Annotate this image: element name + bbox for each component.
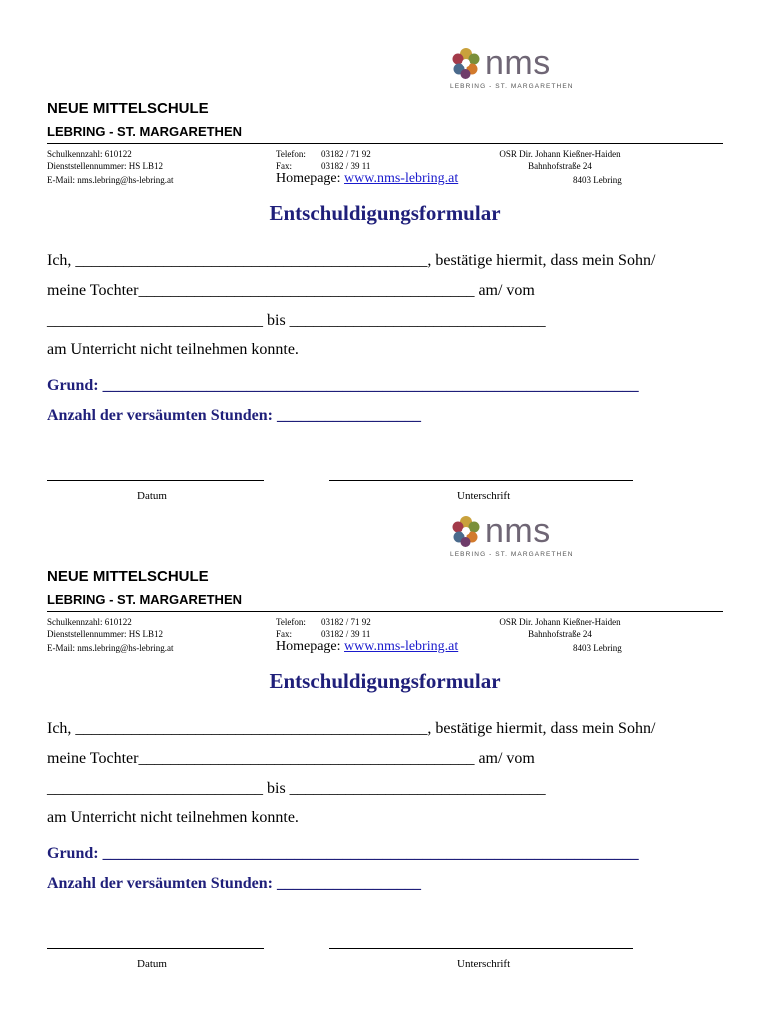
telefon-value: 03182 / 71 92 [321, 149, 371, 159]
signature-label: Unterschrift [457, 958, 511, 970]
name-line[interactable]: Ich, ____________________________________________, bestätige hiermit, dass mein Sohn/ [47, 720, 656, 737]
reason-field[interactable]: Grund: ___________________________________________________________________ [47, 845, 639, 862]
contact-labels [276, 148, 306, 172]
dienststellennummer: Dienststellennummer: HS LB12 [47, 629, 163, 639]
telefon-label: Telefon: [276, 149, 306, 159]
statement-line: am Unterricht nicht teilnehmen konnte. [47, 341, 299, 358]
homepage-label: Homepage: [276, 171, 341, 186]
header-divider [47, 611, 723, 612]
school-ids [47, 616, 163, 640]
date-label: Datum [137, 958, 167, 970]
street-address: Bahnhofstraße 24 [528, 161, 592, 171]
logo-mark-icon [447, 44, 485, 82]
form-title: Entschuldigungsformular [269, 201, 501, 225]
child-line[interactable]: meine Tochter__________________________________________ am/ vom [47, 750, 535, 767]
town: 8403 Lebring [573, 643, 622, 653]
logo-subtitle: LEBRING - ST. MARGARETHEN [450, 551, 574, 558]
school-logo [447, 512, 574, 562]
form-title: Entschuldigungsformular [269, 669, 501, 693]
homepage-link[interactable]: www.nms-lebring.at [344, 171, 459, 186]
director-address [470, 616, 650, 640]
town: 8403 Lebring [573, 175, 622, 185]
contact-values [321, 616, 371, 640]
child-line[interactable]: meine Tochter__________________________________________ am/ vom [47, 282, 535, 299]
logo-wordmark: nms [485, 44, 551, 82]
school-place: LEBRING - ST. MARGARETHEN [47, 124, 242, 139]
homepage-label: Homepage: [276, 639, 341, 654]
fax-value: 03182 / 39 11 [321, 161, 371, 171]
dienststellennummer: Dienststellennummer: HS LB12 [47, 161, 163, 171]
telefon-value: 03182 / 71 92 [321, 617, 371, 627]
statement-line: am Unterricht nicht teilnehmen konnte. [47, 809, 299, 826]
email-address: E-Mail: nms.lebring@hs-lebring.at [47, 175, 174, 185]
header-divider [47, 143, 723, 144]
homepage [276, 171, 458, 187]
logo-wordmark: nms [485, 512, 551, 550]
name-line[interactable]: Ich, ____________________________________________, bestätige hiermit, dass mein Sohn/ [47, 252, 656, 269]
date-signature-line[interactable] [47, 948, 264, 949]
excuse-form-1 [0, 0, 770, 502]
date-range-line[interactable]: ___________________________ bis ________________________________ [47, 780, 546, 797]
missed-hours-field[interactable]: Anzahl der versäumten Stunden: __________________ [47, 875, 421, 892]
contact-values [321, 148, 371, 172]
homepage [276, 639, 458, 655]
logo-subtitle: LEBRING - ST. MARGARETHEN [450, 83, 574, 90]
school-logo [447, 44, 574, 94]
telefon-label: Telefon: [276, 617, 306, 627]
date-label: Datum [137, 490, 167, 502]
director-address [470, 148, 650, 172]
homepage-link[interactable]: www.nms-lebring.at [344, 639, 459, 654]
schulkennzahl: Schulkennzahl: 610122 [47, 617, 132, 627]
reason-field[interactable]: Grund: ___________________________________________________________________ [47, 377, 639, 394]
director-name: OSR Dir. Johann Kießner-Haiden [499, 149, 621, 159]
director-name: OSR Dir. Johann Kießner-Haiden [499, 617, 621, 627]
signature-label: Unterschrift [457, 490, 511, 502]
school-place: LEBRING - ST. MARGARETHEN [47, 592, 242, 607]
street-address: Bahnhofstraße 24 [528, 629, 592, 639]
school-name: NEUE MITTELSCHULE [47, 568, 209, 585]
fax-value: 03182 / 39 11 [321, 629, 371, 639]
logo-mark-icon [447, 512, 485, 550]
fax-label: Fax: [276, 629, 293, 639]
schulkennzahl: Schulkennzahl: 610122 [47, 149, 132, 159]
missed-hours-field[interactable]: Anzahl der versäumten Stunden: __________________ [47, 407, 421, 424]
email-address: E-Mail: nms.lebring@hs-lebring.at [47, 643, 174, 653]
signature-line[interactable] [329, 948, 633, 949]
contact-labels [276, 616, 306, 640]
school-name: NEUE MITTELSCHULE [47, 100, 209, 117]
school-ids [47, 148, 163, 172]
date-range-line[interactable]: ___________________________ bis ________________________________ [47, 312, 546, 329]
fax-label: Fax: [276, 161, 293, 171]
excuse-form-2 [0, 468, 770, 970]
